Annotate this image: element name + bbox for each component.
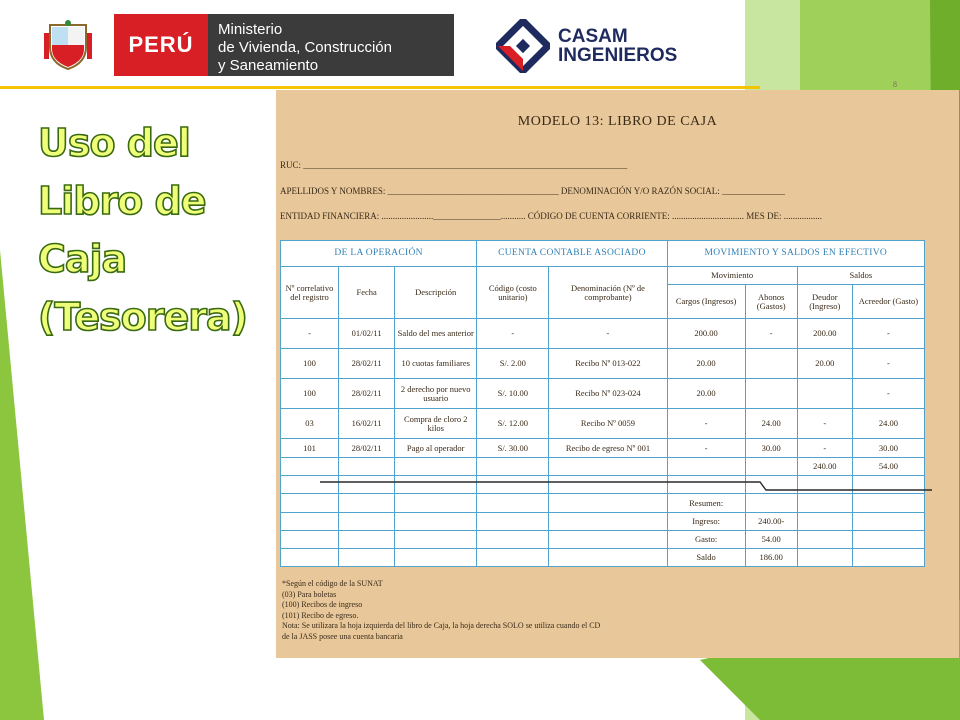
column-header: Acreedor (Gasto) [852, 285, 924, 319]
table-cell [797, 549, 852, 567]
ministry-line: y Saneamiento [218, 57, 319, 74]
table-cell [549, 458, 667, 476]
table-cell: Recibo de egreso Nº 001 [549, 439, 667, 458]
table-cell: 24.00 [852, 409, 924, 439]
table-cell: 16/02/11 [339, 409, 395, 439]
table-cell: 20.00 [667, 349, 745, 379]
table-cell: Gasto: [667, 531, 745, 549]
table-row [281, 349, 925, 379]
account-label: CÓDIGO DE CUENTA CORRIENTE: [527, 211, 670, 221]
table-cell: Resumen: [667, 494, 745, 513]
table-cell: 03 [281, 409, 339, 439]
group-header-movement: MOVIMIENTO Y SALDOS EN EFECTIVO [667, 241, 924, 267]
note-line: de la JASS posee una cuenta bancaria [282, 631, 403, 641]
denomination-label: DENOMINACIÓN Y/O RAZÓN SOCIAL: [560, 186, 720, 196]
slide-title-line: Libro de [38, 179, 206, 223]
table-cell [395, 458, 477, 476]
table-cell: 2 derecho por nuevo usuario [395, 379, 477, 409]
slide-title [38, 114, 268, 346]
table-cell: 240.00 [797, 458, 852, 476]
note-line: (100) Recibos de ingreso [282, 600, 363, 610]
table-cell: 200.00 [667, 319, 745, 349]
month-label: MES DE: [746, 211, 782, 221]
table-cell [667, 458, 745, 476]
table-cell: 01/02/11 [339, 319, 395, 349]
table-cell [281, 531, 339, 549]
ruc-label: RUC: [280, 160, 302, 170]
table-cell [395, 513, 477, 531]
subgroup-header-movement: Movimiento [667, 267, 797, 285]
table-cell: 200.00 [797, 319, 852, 349]
table-cell: 24.00 [745, 409, 797, 439]
table-cell: S/. 30.00 [477, 439, 549, 458]
group-header-account: CUENTA CONTABLE ASOCIADO [477, 241, 667, 267]
table-cell: 28/02/11 [339, 439, 395, 458]
table-cell [549, 531, 667, 549]
table-cell [477, 531, 549, 549]
table-row [281, 409, 925, 439]
table-cell: Recibo Nº 0059 [549, 409, 667, 439]
table-cell: S/. 2.00 [477, 349, 549, 379]
table-cell [852, 494, 924, 513]
table-cell [745, 458, 797, 476]
column-header: Descripción [395, 267, 477, 319]
table-cell [339, 531, 395, 549]
note-line: Nota: Se utilizara la hoja izquierda del libro de Caja, la hoja derecha SOLO se utiliza cuando el CD [282, 621, 601, 631]
casam-emblem-icon [496, 19, 550, 73]
table-cell: 30.00 [852, 439, 924, 458]
table-cell: 28/02/11 [339, 349, 395, 379]
casam-line: INGENIEROS [558, 45, 678, 66]
table-cell: - [477, 319, 549, 349]
slide-title-line: Uso del [38, 121, 190, 165]
ministry-line: Ministerio [218, 21, 283, 38]
ruc-line: RUC: ________________________________________________________________________ [280, 160, 628, 170]
entity-line: ENTIDAD FINANCIERA: ......................._______________........... CÓDIGO DE CUENTA CORRIENTE: ................................ MES DE: ................. [280, 211, 823, 221]
table-row [281, 531, 925, 549]
table-cell: 54.00 [852, 458, 924, 476]
ministry-name [208, 14, 454, 76]
table-cell [852, 513, 924, 531]
table-cell: Saldo [667, 549, 745, 567]
casam-wordmark [558, 27, 677, 65]
peru-label: PERÚ [114, 14, 208, 76]
names-label: APELLIDOS Y NOMBRES: [280, 186, 386, 196]
table-cell [745, 494, 797, 513]
column-header: Cargos (Ingresos) [667, 285, 745, 319]
table-cell: - [852, 319, 924, 349]
table-cell: 20.00 [667, 379, 745, 409]
table-cell: 101 [281, 439, 339, 458]
slide-title-line: (Tesorera) [38, 295, 248, 339]
table-cell [339, 513, 395, 531]
ledger-notes [282, 579, 600, 643]
column-header: Nº correlativo del registro [281, 267, 339, 319]
column-header: Fecha [339, 267, 395, 319]
table-cell [549, 494, 667, 513]
column-header: Denominación (Nº de comprobante) [549, 267, 667, 319]
table-row [281, 549, 925, 567]
table-cell: Recibo Nº 023-024 [549, 379, 667, 409]
header-bar [0, 0, 960, 88]
table-cell: - [667, 439, 745, 458]
table-cell: 30.00 [745, 439, 797, 458]
table-cell: - [797, 439, 852, 458]
table-cell: 240.00- [745, 513, 797, 531]
table-cell: 20.00 [797, 349, 852, 379]
table-cell: 54.00 [745, 531, 797, 549]
table-cell [852, 549, 924, 567]
table-cell [549, 513, 667, 531]
header-divider [0, 86, 760, 89]
table-cell: Recibo Nº 013-022 [549, 349, 667, 379]
casam-line: CASAM [558, 26, 628, 47]
table-cell: Ingreso: [667, 513, 745, 531]
table-cell: - [852, 379, 924, 409]
group-header-operation: DE LA OPERACIÓN [281, 241, 477, 267]
table-cell: - [549, 319, 667, 349]
note-line: (101) Recibo de egreso. [282, 610, 359, 620]
table-row [281, 439, 925, 458]
table-cell [745, 349, 797, 379]
page-marker: 8 [893, 80, 897, 89]
slide-title-line: Caja [38, 237, 127, 281]
table-cell [339, 494, 395, 513]
ledger-table [280, 240, 925, 567]
table-cell [852, 531, 924, 549]
entity-label: ENTIDAD FINANCIERA: [280, 211, 380, 221]
table-cell [281, 458, 339, 476]
table-cell: 186.00 [745, 549, 797, 567]
column-header: Abonos (Gastos) [745, 285, 797, 319]
table-cell [745, 379, 797, 409]
table-cell: Saldo del mes anterior [395, 319, 477, 349]
ministry-line: de Vivienda, Construcción [218, 39, 392, 56]
table-cell [797, 494, 852, 513]
table-cell: - [667, 409, 745, 439]
subgroup-header-balances: Saldos [797, 267, 924, 285]
table-cell [549, 549, 667, 567]
table-cell [797, 379, 852, 409]
table-cell: - [797, 409, 852, 439]
table-cell [339, 458, 395, 476]
table-row [281, 513, 925, 531]
table-cell [281, 513, 339, 531]
table-cell: 100 [281, 379, 339, 409]
table-row [281, 494, 925, 513]
table-cell: Compra de cloro 2 kilos [395, 409, 477, 439]
table-cell: 100 [281, 349, 339, 379]
peru-coat-of-arms-icon [22, 14, 114, 76]
note-line: *Según el código de la SUNAT [282, 579, 383, 588]
table-cell [281, 494, 339, 513]
table-cell [797, 531, 852, 549]
casam-logo [496, 16, 677, 76]
table-cell: 28/02/11 [339, 379, 395, 409]
column-header: Deudor (Ingreso) [797, 285, 852, 319]
ministry-logo [22, 14, 454, 76]
table-cell [797, 513, 852, 531]
table-cell: S/. 10.00 [477, 379, 549, 409]
column-header: Código (costo unitario) [477, 267, 549, 319]
table-cell [339, 549, 395, 567]
table-cell: - [852, 349, 924, 379]
names-line: APELLIDOS Y NOMBRES: ______________________________________ DENOMINACIÓN Y/O RAZÓN SOCIAL: ______________ [280, 186, 786, 196]
table-cell [395, 549, 477, 567]
table-cell [477, 513, 549, 531]
ledger-closing-line [320, 481, 932, 491]
table-cell: 10 cuotas familiares [395, 349, 477, 379]
table-cell: S/. 12.00 [477, 409, 549, 439]
table-cell: - [281, 319, 339, 349]
table-cell: Pago al operador [395, 439, 477, 458]
table-cell [281, 549, 339, 567]
table-cell [477, 458, 549, 476]
table-cell [395, 531, 477, 549]
table-row [281, 319, 925, 349]
table-cell [477, 494, 549, 513]
ledger-document-image [276, 80, 959, 658]
table-cell [477, 549, 549, 567]
note-line: (03) Para boletas [282, 589, 337, 599]
table-row [281, 379, 925, 409]
table-cell: - [745, 319, 797, 349]
table-cell [395, 494, 477, 513]
table-row [281, 458, 925, 476]
document-title: MODELO 13: LIBRO DE CAJA [517, 114, 718, 129]
